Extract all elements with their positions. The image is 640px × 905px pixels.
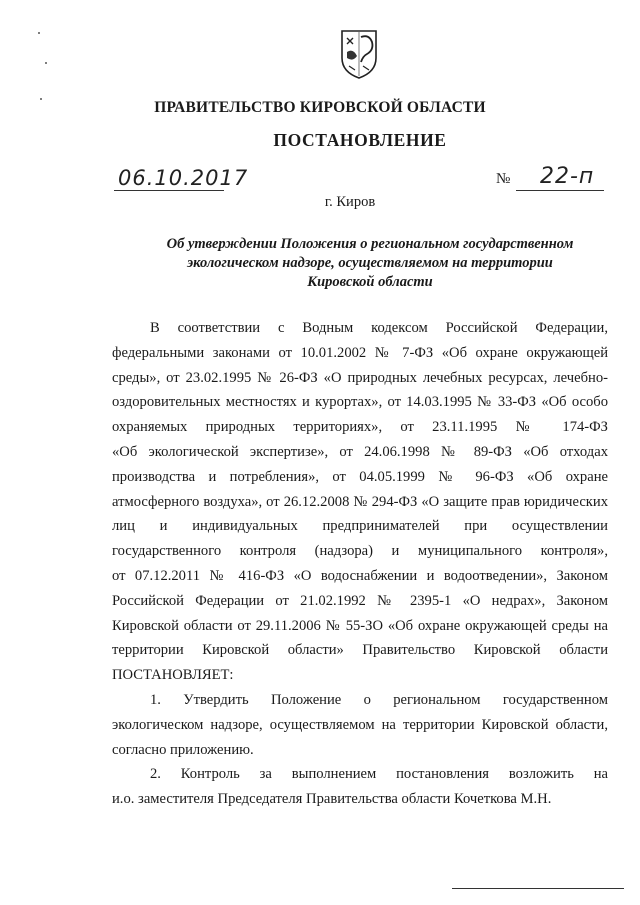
subject-line: Об утверждении Положения о региональном государственном — [166, 236, 574, 252]
body-line: государственного контроля (надзора) и муниципального контроля», — [112, 543, 608, 560]
body-line: производства и потребления», от 04.05.1999 № 96-ФЗ «Об охране — [112, 468, 608, 485]
signature-line — [452, 888, 624, 889]
body-line: «Об экологической экспертизе», от 24.06.1998 № 89-ФЗ «Об отходах — [112, 443, 608, 460]
body-line: атмосферного воздуха», от 26.12.2008 № 294-ФЗ «О защите прав юридических — [112, 493, 608, 510]
subject-line: Кировской области — [307, 274, 433, 290]
body-line: охраняемых природных территориях», от 23.11.1995 № 174-ФЗ — [112, 419, 608, 436]
body-line: 2. Контроль за выполнением постановления возложить на — [150, 766, 608, 783]
body-line: 1. Утвердить Положение о региональном государственном — [150, 691, 608, 708]
body-line: Кировской области от 29.11.2006 № 55-ЗО «Об охране окружающей среды на — [112, 617, 608, 634]
body-line: лиц и индивидуальных предпринимателей при осуществлении — [112, 518, 608, 535]
scan-speck — [45, 62, 47, 64]
organization-title: ПРАВИТЕЛЬСТВО КИРОВСКОЙ ОБЛАСТИ — [154, 99, 486, 116]
body-line: от 07.12.2011 № 416-ФЗ «О водоснабжении и водоотведении», Законом — [112, 567, 608, 584]
body-line: Российской Федерации от 21.02.1992 № 2395-1 «О недрах», Законом — [112, 592, 608, 609]
document-type: ПОСТАНОВЛЕНИЕ — [273, 130, 447, 150]
body-line: экологическом надзоре, осуществляемом на территории Кировской области, — [112, 716, 608, 733]
number-underline — [516, 190, 604, 191]
body-line: и.о. заместителя Председателя Правительства области Кочеткова М.Н. — [112, 791, 552, 808]
document-date: 06.10.2017 — [118, 166, 249, 190]
body-line: территории Кировской области» Правительство Кировской области — [112, 642, 608, 659]
body-line: оздоровительных местностях и курортах», от 14.03.1995 № 33-ФЗ «Об особо — [112, 394, 608, 411]
city: г. Киров — [324, 194, 376, 210]
scan-speck — [40, 98, 42, 100]
body-line: ПОСТАНОВЛЯЕТ: — [112, 667, 234, 684]
scan-speck — [38, 32, 40, 34]
body-line: среды», от 23.02.1995 № 26-ФЗ «О природных лечебных ресурсах, лечебно- — [112, 369, 608, 386]
coat-of-arms-icon — [339, 28, 379, 80]
body-line: согласно приложению. — [112, 741, 254, 758]
document-body — [112, 316, 608, 812]
body-line: федеральными законами от 10.01.2002 № 7-ФЗ «Об охране окружающей — [112, 344, 608, 361]
subject-line: экологическом надзоре, осуществляемом на территории — [187, 255, 553, 271]
date-underline — [114, 190, 224, 191]
document-number: 22-п — [540, 164, 595, 189]
body-line: В соответствии с Водным кодексом Российской Федерации, — [150, 320, 608, 336]
document-subject — [150, 235, 590, 292]
number-label: № — [496, 171, 511, 187]
